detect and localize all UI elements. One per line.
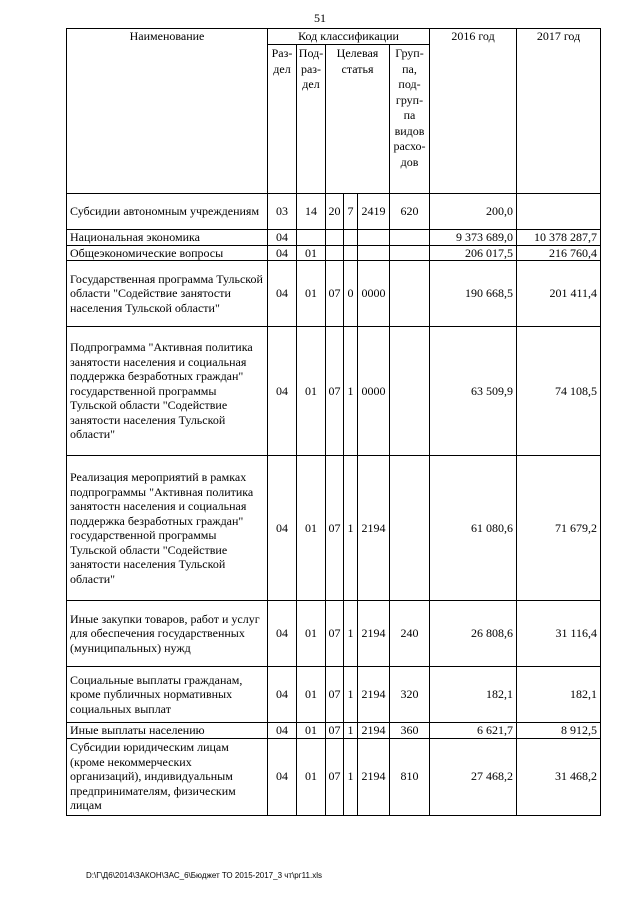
target-article-subprogram-cell: 1 — [344, 667, 358, 723]
target-article-direction-cell: 2194 — [358, 667, 390, 723]
target-article-subprogram-cell: 1 — [344, 456, 358, 601]
expense-type-cell: 360 — [390, 723, 430, 739]
target-article-direction-cell: 2194 — [358, 456, 390, 601]
header-section: Раз-дел — [268, 45, 297, 194]
target-article-program-cell — [326, 230, 344, 246]
expense-type-cell — [390, 261, 430, 327]
target-article-direction-cell: 2194 — [358, 601, 390, 667]
target-article-subprogram-cell: 1 — [344, 601, 358, 667]
amount-2016-cell: 6 621,7 — [430, 723, 517, 739]
target-article-subprogram-cell: 7 — [344, 194, 358, 230]
header-expense-group: Груп-па, под-груп-па видов расхо-дов — [390, 45, 430, 194]
expense-type-cell — [390, 245, 430, 261]
amount-2016-cell: 200,0 — [430, 194, 517, 230]
target-article-direction-cell: 2194 — [358, 723, 390, 739]
header-name: Наименование — [67, 29, 268, 194]
razdel-cell: 04 — [268, 230, 297, 246]
target-article-subprogram-cell: 1 — [344, 738, 358, 815]
razdel-cell: 04 — [268, 327, 297, 456]
header-2017: 2017 год — [517, 29, 601, 194]
amount-2017-cell — [517, 194, 601, 230]
table-row — [67, 245, 601, 261]
amount-2017-cell: 8 912,5 — [517, 723, 601, 739]
table-row — [67, 601, 601, 667]
table-row — [67, 261, 601, 327]
target-article-direction-cell — [358, 230, 390, 246]
amount-2017-cell: 216 760,4 — [517, 245, 601, 261]
table-row — [67, 723, 601, 739]
expense-type-cell — [390, 327, 430, 456]
target-article-direction-cell: 2194 — [358, 738, 390, 815]
target-article-subprogram-cell — [344, 230, 358, 246]
file-path-footer: D:\Г\Д6\2014\ЗАКОН\ЗАС_6\Бюджет ТО 2015-2017_3 чт\рг11.xls — [86, 871, 322, 880]
table-row — [67, 194, 601, 230]
target-article-direction-cell: 0000 — [358, 327, 390, 456]
podrazdel-cell: 14 — [297, 194, 326, 230]
podrazdel-cell: 01 — [297, 723, 326, 739]
target-article-program-cell: 07 — [326, 667, 344, 723]
razdel-cell: 04 — [268, 456, 297, 601]
row-name: Социальные выплаты гражданам, кроме публичных нормативных социальных выплат — [67, 667, 268, 723]
target-article-direction-cell — [358, 245, 390, 261]
amount-2016-cell: 26 808,6 — [430, 601, 517, 667]
razdel-cell: 04 — [268, 261, 297, 327]
row-name: Субсидии юридическим лицам (кроме некоммерческих организаций), индивидуальным предпринимателям, физическим лицам — [67, 738, 268, 815]
razdel-cell: 04 — [268, 601, 297, 667]
amount-2017-cell: 201 411,4 — [517, 261, 601, 327]
amount-2016-cell: 190 668,5 — [430, 261, 517, 327]
row-name: Субсидии автономным учреждениям — [67, 194, 268, 230]
table-row — [67, 327, 601, 456]
table-body — [67, 194, 601, 816]
expense-type-cell — [390, 230, 430, 246]
target-article-program-cell: 07 — [326, 601, 344, 667]
header-classification: Код классификации — [268, 29, 430, 45]
row-name: Иные выплаты населению — [67, 723, 268, 739]
podrazdel-cell: 01 — [297, 738, 326, 815]
expense-type-cell: 810 — [390, 738, 430, 815]
podrazdel-cell: 01 — [297, 456, 326, 601]
podrazdel-cell: 01 — [297, 245, 326, 261]
razdel-cell: 04 — [268, 667, 297, 723]
amount-2016-cell: 61 080,6 — [430, 456, 517, 601]
amount-2016-cell: 182,1 — [430, 667, 517, 723]
target-article-subprogram-cell — [344, 245, 358, 261]
header-2016: 2016 год — [430, 29, 517, 194]
amount-2016-cell: 206 017,5 — [430, 245, 517, 261]
amount-2016-cell: 27 468,2 — [430, 738, 517, 815]
table-row — [67, 667, 601, 723]
podrazdel-cell: 01 — [297, 327, 326, 456]
expense-type-cell: 320 — [390, 667, 430, 723]
expense-type-cell: 240 — [390, 601, 430, 667]
table-row — [67, 230, 601, 246]
expense-type-cell: 620 — [390, 194, 430, 230]
amount-2017-cell: 10 378 287,7 — [517, 230, 601, 246]
target-article-direction-cell: 2419 — [358, 194, 390, 230]
target-article-program-cell: 07 — [326, 738, 344, 815]
row-name: Национальная экономика — [67, 230, 268, 246]
amount-2017-cell: 31 468,2 — [517, 738, 601, 815]
amount-2016-cell: 9 373 689,0 — [430, 230, 517, 246]
row-name: Подпрограмма "Активная политика занятости населения и социальная поддержка безработных граждан" государственной программы Тульской области "Содействие занятости населения Тульской области" — [67, 327, 268, 456]
razdel-cell: 04 — [268, 245, 297, 261]
target-article-program-cell: 07 — [326, 327, 344, 456]
table-row — [67, 738, 601, 815]
table-row — [67, 456, 601, 601]
target-article-program-cell: 20 — [326, 194, 344, 230]
row-name: Иные закупки товаров, работ и услуг для обеспечения государственных (муниципальных) нужд — [67, 601, 268, 667]
target-article-subprogram-cell: 1 — [344, 723, 358, 739]
budget-table — [66, 28, 601, 816]
header-target-article: Целевая статья — [326, 45, 390, 194]
row-name: Общеэкономические вопросы — [67, 245, 268, 261]
amount-2017-cell: 74 108,5 — [517, 327, 601, 456]
razdel-cell: 04 — [268, 738, 297, 815]
target-article-program-cell: 07 — [326, 723, 344, 739]
row-name: Государственная программа Тульской области "Содействие занятости населения Тульской области" — [67, 261, 268, 327]
target-article-program-cell: 07 — [326, 261, 344, 327]
page-number: 51 — [314, 11, 326, 25]
podrazdel-cell: 01 — [297, 261, 326, 327]
amount-2017-cell: 31 116,4 — [517, 601, 601, 667]
podrazdel-cell: 01 — [297, 601, 326, 667]
amount-2016-cell: 63 509,9 — [430, 327, 517, 456]
target-article-program-cell — [326, 245, 344, 261]
amount-2017-cell: 182,1 — [517, 667, 601, 723]
target-article-subprogram-cell: 0 — [344, 261, 358, 327]
podrazdel-cell — [297, 230, 326, 246]
podrazdel-cell: 01 — [297, 667, 326, 723]
expense-type-cell — [390, 456, 430, 601]
razdel-cell: 03 — [268, 194, 297, 230]
row-name: Реализация мероприятий в рамках подпрограммы "Активная политика занятостн населения и социальная поддержка безработных граждан" государственной программы Тульской области "Содействие занятости населения Тульской области" — [67, 456, 268, 601]
target-article-direction-cell: 0000 — [358, 261, 390, 327]
razdel-cell: 04 — [268, 723, 297, 739]
target-article-program-cell: 07 — [326, 456, 344, 601]
amount-2017-cell: 71 679,2 — [517, 456, 601, 601]
target-article-subprogram-cell: 1 — [344, 327, 358, 456]
header-subsection: Под-раз-дел — [297, 45, 326, 194]
